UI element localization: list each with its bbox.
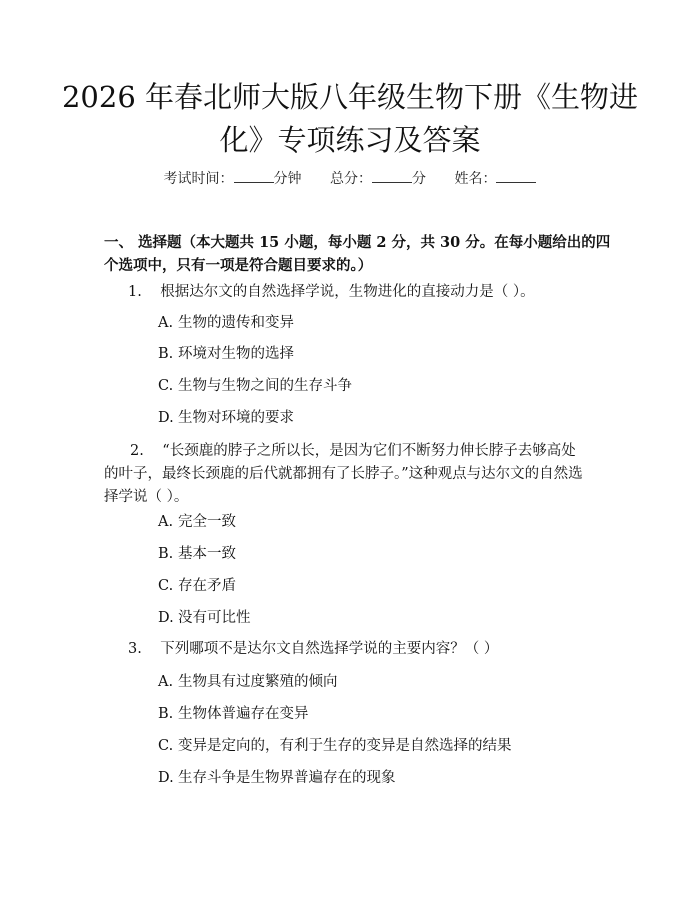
option-text: 没有可比性 bbox=[178, 610, 251, 626]
question-number: 2. bbox=[130, 443, 144, 459]
option-1b bbox=[158, 344, 294, 364]
total-score-blank bbox=[372, 170, 412, 183]
section-heading: 一、 选择题（本大题共 15 小题，每小题 2 分，共 30 分。在每小题给出的四个选项中，只有一项是符合题目要求的。） bbox=[104, 234, 611, 274]
option-text: 基本一致 bbox=[178, 546, 236, 562]
question-number: 1. bbox=[128, 284, 142, 300]
option-letter: D. bbox=[158, 770, 174, 786]
option-letter: C. bbox=[158, 378, 174, 394]
option-2a bbox=[158, 512, 236, 532]
exam-time bbox=[164, 171, 306, 187]
option-letter: B. bbox=[158, 546, 174, 562]
option-3b bbox=[158, 704, 309, 724]
document-title bbox=[60, 76, 640, 162]
question-text: 根据达尔文的自然选择学说，生物进化的直接动力是（ ）。 bbox=[160, 284, 535, 300]
question-3 bbox=[128, 638, 628, 661]
question-2 bbox=[104, 440, 586, 509]
student-name-label: 姓名： bbox=[454, 171, 497, 187]
student-name-blank bbox=[496, 170, 536, 183]
option-text: 生物的遗传和变异 bbox=[178, 315, 294, 331]
option-2d bbox=[158, 608, 251, 628]
option-text: 生物体普遍存在变异 bbox=[178, 706, 309, 722]
exam-info-line bbox=[0, 168, 700, 188]
option-letter: B. bbox=[158, 706, 174, 722]
option-letter: D. bbox=[158, 610, 174, 626]
option-letter: D. bbox=[158, 410, 174, 426]
total-score-label: 总分： bbox=[330, 171, 372, 187]
option-3c bbox=[158, 736, 512, 756]
exam-time-unit: 分钟 bbox=[273, 171, 302, 187]
option-text: 存在矛盾 bbox=[178, 578, 236, 594]
option-text: 生物与生物之间的生存斗争 bbox=[178, 378, 352, 394]
option-3a bbox=[158, 672, 338, 692]
question-number: 3. bbox=[128, 641, 142, 657]
option-2b bbox=[158, 544, 236, 564]
total-score-unit: 分 bbox=[412, 171, 426, 187]
option-letter: A. bbox=[158, 315, 174, 331]
question-text: “长颈鹿的脖子之所以长，是因为它们不断努力伸长脖子去够高处的叶子，最终长颈鹿的后代就都拥有了长脖子。”这种观点与达尔文的自然选择学说（ ）。 bbox=[104, 443, 583, 505]
title-line-2: 化》专项练习及答案 bbox=[219, 123, 481, 157]
total-score bbox=[330, 171, 430, 187]
option-3d bbox=[158, 768, 396, 788]
option-letter: C. bbox=[158, 738, 174, 754]
exam-time-blank bbox=[234, 170, 274, 183]
option-text: 变异是定向的，有利于生存的变异是自然选择的结果 bbox=[178, 738, 512, 754]
option-text: 生物对环境的要求 bbox=[178, 410, 294, 426]
title-line-1: 2026 年春北师大版八年级生物下册《生物进 bbox=[61, 80, 639, 114]
question-text: 下列哪项不是达尔文自然选择学说的主要内容？（ ） bbox=[160, 641, 499, 657]
option-letter: A. bbox=[158, 514, 174, 530]
option-text: 环境对生物的选择 bbox=[178, 346, 294, 362]
option-text: 生存斗争是生物界普遍存在的现象 bbox=[178, 770, 396, 786]
option-1a bbox=[158, 313, 294, 333]
option-letter: C. bbox=[158, 578, 174, 594]
option-1c bbox=[158, 376, 352, 396]
question-1 bbox=[128, 281, 628, 304]
student-name bbox=[454, 171, 536, 187]
option-text: 完全一致 bbox=[178, 514, 236, 530]
exam-time-label: 考试时间： bbox=[163, 171, 234, 187]
option-letter: A. bbox=[158, 674, 174, 690]
option-text: 生物具有过度繁殖的倾向 bbox=[178, 674, 338, 690]
option-letter: B. bbox=[158, 346, 174, 362]
option-2c bbox=[158, 576, 236, 596]
option-1d bbox=[158, 408, 294, 428]
